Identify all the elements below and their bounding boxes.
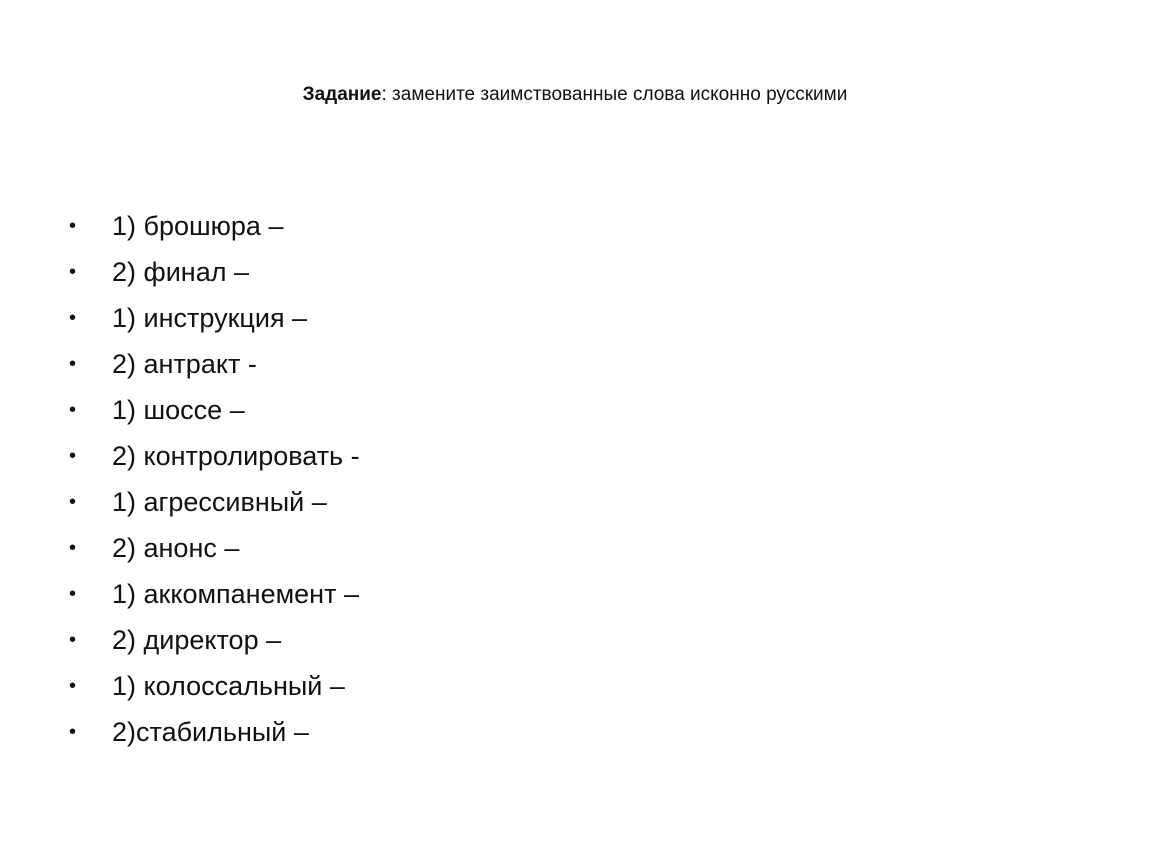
list-item-text: 2) контролировать - (112, 441, 360, 471)
title-text: : замените заимствованные слова исконно русскими (381, 84, 848, 105)
bullet-icon: • (69, 353, 77, 375)
list-item-text: 2) анонс – (112, 533, 240, 563)
list-item (60, 295, 360, 341)
list-item-text: 1) колоссальный – (112, 671, 345, 701)
bullet-icon: • (69, 491, 77, 513)
bullet-icon: • (69, 721, 77, 743)
list-item (60, 249, 360, 295)
list-item-text: 1) шоссе – (112, 395, 245, 425)
list-item-text: 2) антракт - (112, 349, 257, 379)
list-item (60, 663, 360, 709)
list-item-text: 2) финал – (112, 257, 250, 287)
bullet-icon: • (69, 307, 77, 329)
list-item-text: 1) инструкция – (112, 303, 308, 333)
list-item-text: 1) аккомпанемент – (112, 579, 359, 609)
list-item (60, 341, 360, 387)
list-item-text: 2) директор – (112, 625, 282, 655)
list-item-text: 1) агрессивный – (112, 487, 327, 517)
bullet-icon: • (69, 675, 77, 697)
list-item (60, 525, 360, 571)
list-item (60, 433, 360, 479)
bullet-icon: • (69, 445, 77, 467)
list-item (60, 617, 360, 663)
word-list (60, 203, 360, 755)
bullet-icon: • (69, 399, 77, 421)
title-bold-label: Задание (302, 84, 382, 105)
list-item (60, 479, 360, 525)
list-item (60, 387, 360, 433)
list-item (60, 571, 360, 617)
bullet-icon: • (69, 215, 77, 237)
bullet-icon: • (69, 261, 77, 283)
list-item (60, 709, 360, 755)
list-item (60, 203, 360, 249)
slide-title (0, 82, 1150, 108)
bullet-icon: • (69, 583, 77, 605)
bullet-icon: • (69, 537, 77, 559)
list-item-text: 2)стабильный – (112, 717, 309, 747)
bullet-icon: • (69, 629, 77, 651)
list-item-text: 1) брошюра – (112, 211, 284, 241)
